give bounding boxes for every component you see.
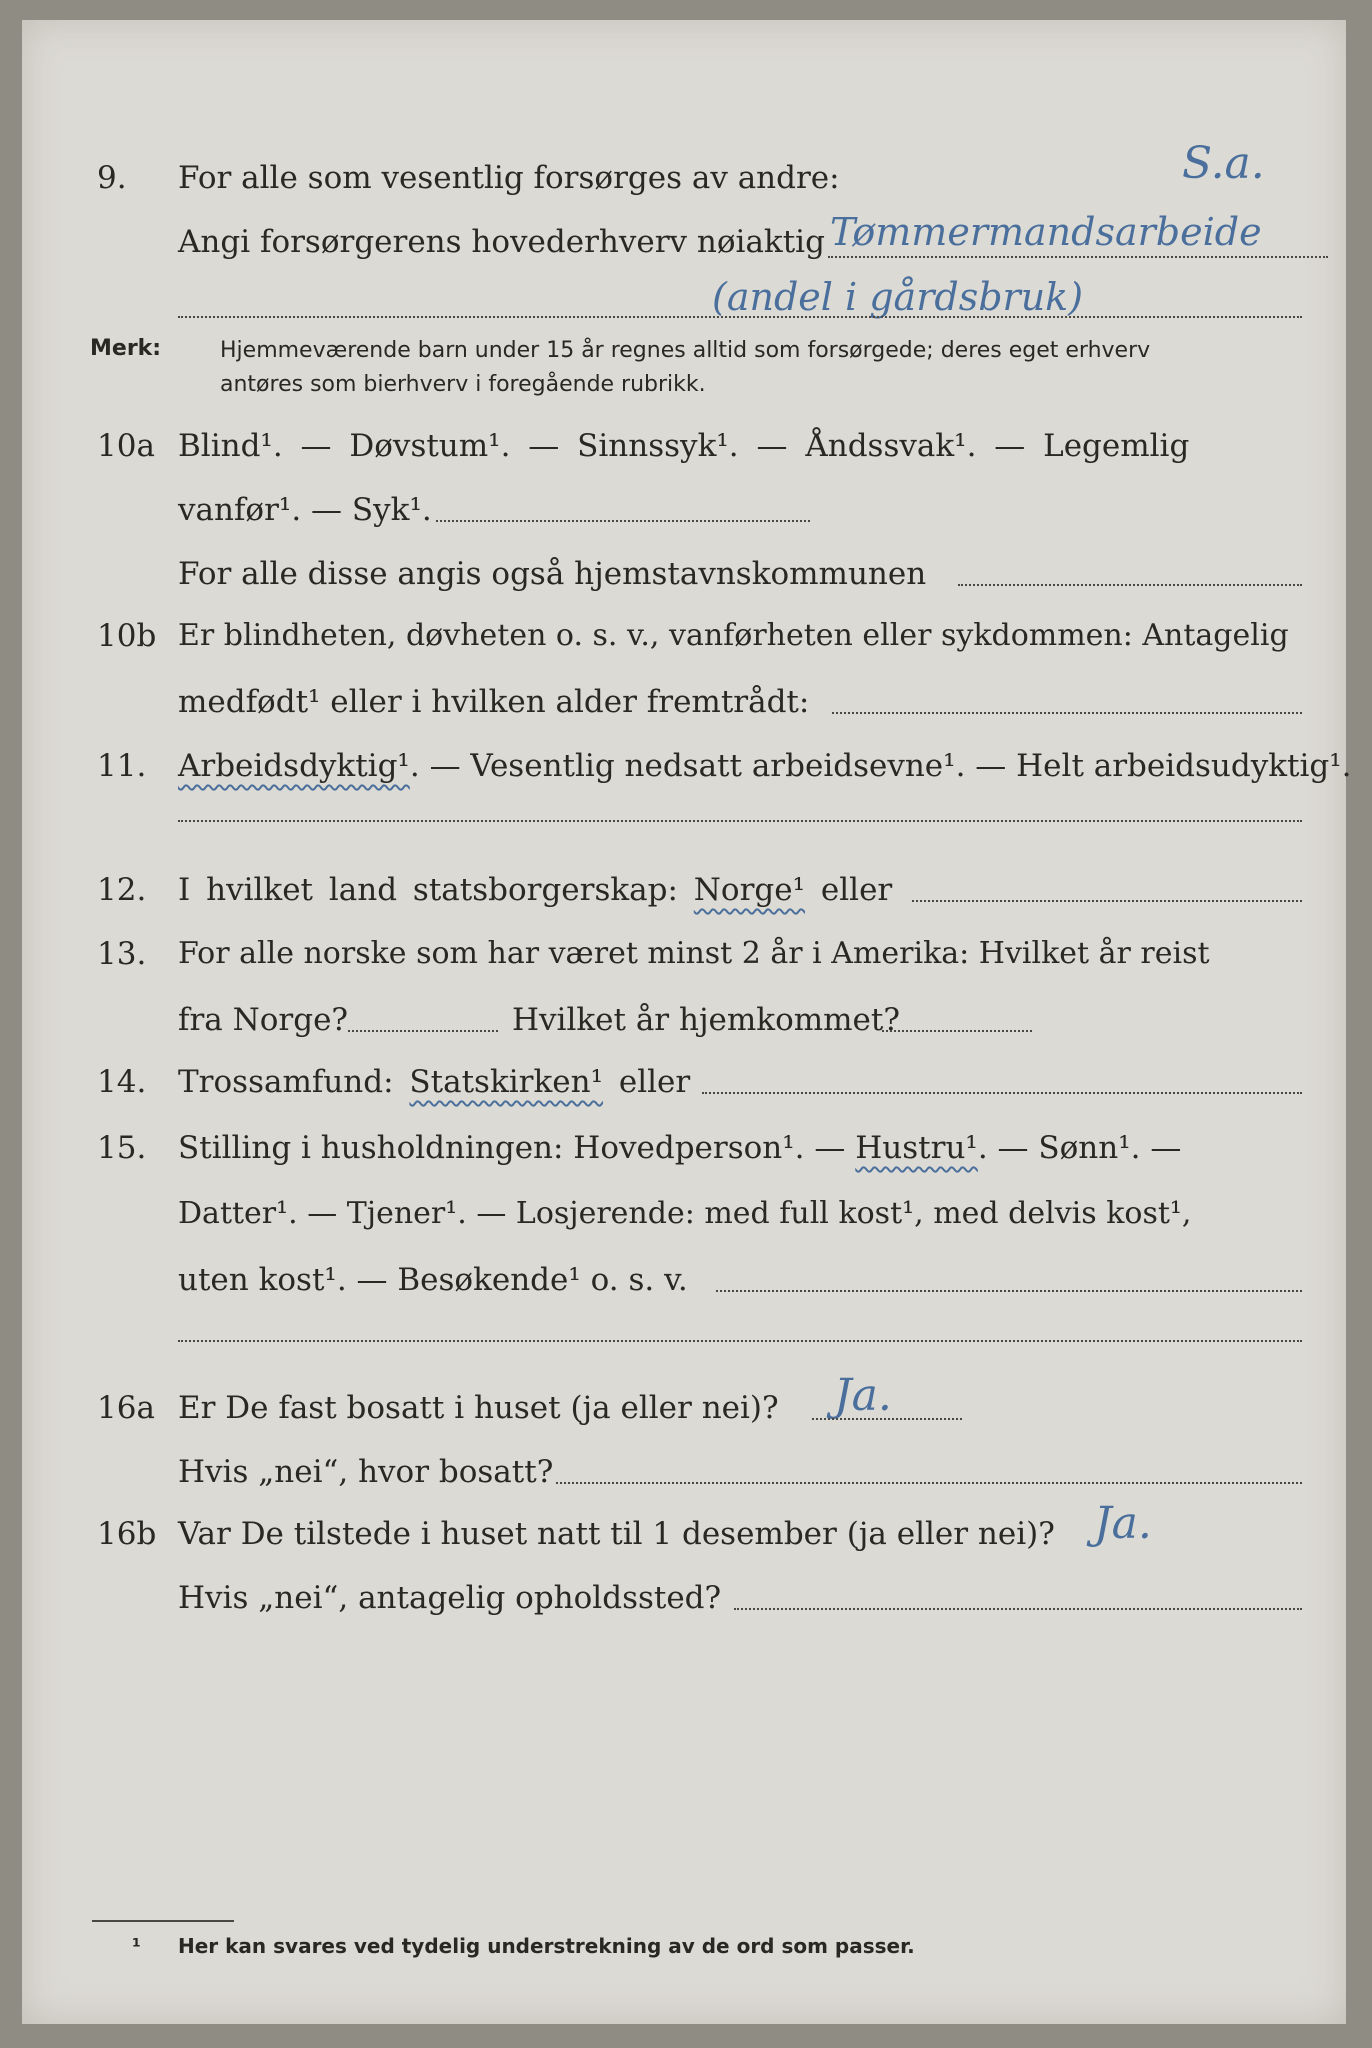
q16a-number: 16a — [97, 1390, 155, 1426]
q13-number: 13. — [97, 936, 147, 972]
q15-line3: uten kost¹. — Besøkende¹ o. s. v. — [178, 1262, 688, 1298]
q16a-line2: Hvis „nei“, hvor bosatt? — [178, 1454, 554, 1490]
footnote-rule — [92, 1920, 234, 1922]
q13-line1: For alle norske som har været minst 2 år i Amerika: Hvilket år reist — [178, 936, 1210, 971]
q14-option-statskirken: Statskirken¹ — [409, 1064, 603, 1100]
q14-answer-line — [702, 1092, 1302, 1094]
q11-rest: . — Vesentlig nedsatt arbeidsevne¹. — Helt arbeidsudyktig¹. — [409, 748, 1352, 784]
q10a-syk-line — [436, 520, 810, 522]
q12-post: eller — [820, 872, 893, 908]
q15-line2: Datter¹. — Tjener¹. — Losjerende: med full kost¹, med delvis kost¹, — [178, 1196, 1192, 1231]
q13-hjemkommet-line — [882, 1030, 1032, 1032]
q9-line2: Angi forsørgerens hovederhverv nøiaktig — [178, 224, 825, 260]
q16b-line2: Hvis „nei“, antagelig opholdssted? — [178, 1580, 722, 1616]
q11-number: 11. — [97, 748, 147, 784]
footnote-mark: ¹ — [132, 1934, 141, 1958]
q16a-answer-line — [812, 1418, 962, 1420]
q9-answer-line2 — [178, 316, 1302, 318]
q16a-hand-answer: Ja. — [834, 1370, 892, 1421]
q10a-line1: Blind¹. — Døvstum¹. — Sinnssyk¹. — Åndssvak¹. — Legemlig — [178, 428, 1190, 464]
q15-answer-line — [716, 1290, 1302, 1292]
q15-line1b: . — Sønn¹. — — [977, 1130, 1182, 1166]
q16b-opholdssted-line — [734, 1608, 1302, 1610]
census-form-page — [22, 20, 1352, 2024]
q13-reist-line — [348, 1030, 498, 1032]
q10b-number: 10b — [97, 618, 157, 654]
merk-text1: Hjemmeværende barn under 15 år regnes alltid som forsørgede; deres eget erhverv — [220, 338, 1151, 363]
q14-number: 14. — [97, 1064, 147, 1100]
q9-hand-answer3: (andel i gårdsbruk) — [712, 275, 1084, 319]
q11-line — [178, 748, 1352, 784]
q16b-line1: Var De tilstede i huset natt til 1 desember (ja eller nei)? — [178, 1516, 1055, 1552]
q12-pre: I hvilket land statsborgerskap: — [178, 872, 678, 908]
q9-number: 9. — [97, 160, 127, 196]
q10a-line3: For alle disse angis også hjemstavnskommunen — [178, 556, 927, 592]
q10b-answer-line — [832, 712, 1302, 714]
q9-line1: For alle som vesentlig forsørges av andre: — [178, 160, 840, 196]
q15-line1 — [178, 1130, 1181, 1166]
q15-number: 15. — [97, 1130, 147, 1166]
q16a-line1: Er De fast bosatt i huset (ja eller nei)? — [178, 1390, 779, 1426]
q12-number: 12. — [97, 872, 147, 908]
q12-option-norge: Norge¹ — [693, 872, 806, 908]
merk-text2: antøres som bierhverv i foregående rubrikk. — [220, 372, 706, 397]
q16b-hand-answer: Ja. — [1094, 1498, 1152, 1549]
q9-answer-line — [828, 256, 1328, 258]
q10a-kommune-line — [958, 584, 1302, 586]
q10b-line2: medfødt¹ eller i hvilken alder fremtrådt: — [178, 684, 810, 720]
q14-pre: Trossamfund: — [178, 1064, 394, 1100]
q9-hand-answer2: Tømmermandsarbeide — [830, 210, 1262, 254]
q10a-number: 10a — [97, 428, 155, 464]
q14-post: eller — [618, 1064, 691, 1100]
q13-line2b: Hvilket år hjemkommet? — [512, 1002, 900, 1038]
merk-label: Merk: — [90, 336, 162, 361]
q9-hand-answer1: S.a. — [1182, 138, 1265, 189]
q12-answer-line — [912, 900, 1302, 902]
q15-line1a: Stilling i husholdningen: Hovedperson¹. — — [178, 1130, 846, 1166]
q16b-number: 16b — [97, 1516, 157, 1552]
q13-line2a: fra Norge? — [178, 1002, 349, 1038]
q14-line — [178, 1064, 690, 1100]
q11-answer-line — [178, 820, 1302, 822]
q10b-line1: Er blindheten, døvheten o. s. v., vanførheten eller sykdommen: Antagelig — [178, 618, 1289, 653]
q16a-bosatt-line — [556, 1482, 1302, 1484]
q11-option-arbeidsdyktig: Arbeidsdyktig¹ — [178, 748, 410, 784]
q15-option-hustru: Hustru¹ — [855, 1130, 978, 1166]
q10a-line2: vanfør¹. — Syk¹. — [178, 492, 432, 528]
footnote-text: Her kan svares ved tydelig understrekning av de ord som passer. — [178, 1934, 915, 1958]
q15-answer-line2 — [178, 1340, 1302, 1342]
q12-line — [178, 872, 892, 908]
